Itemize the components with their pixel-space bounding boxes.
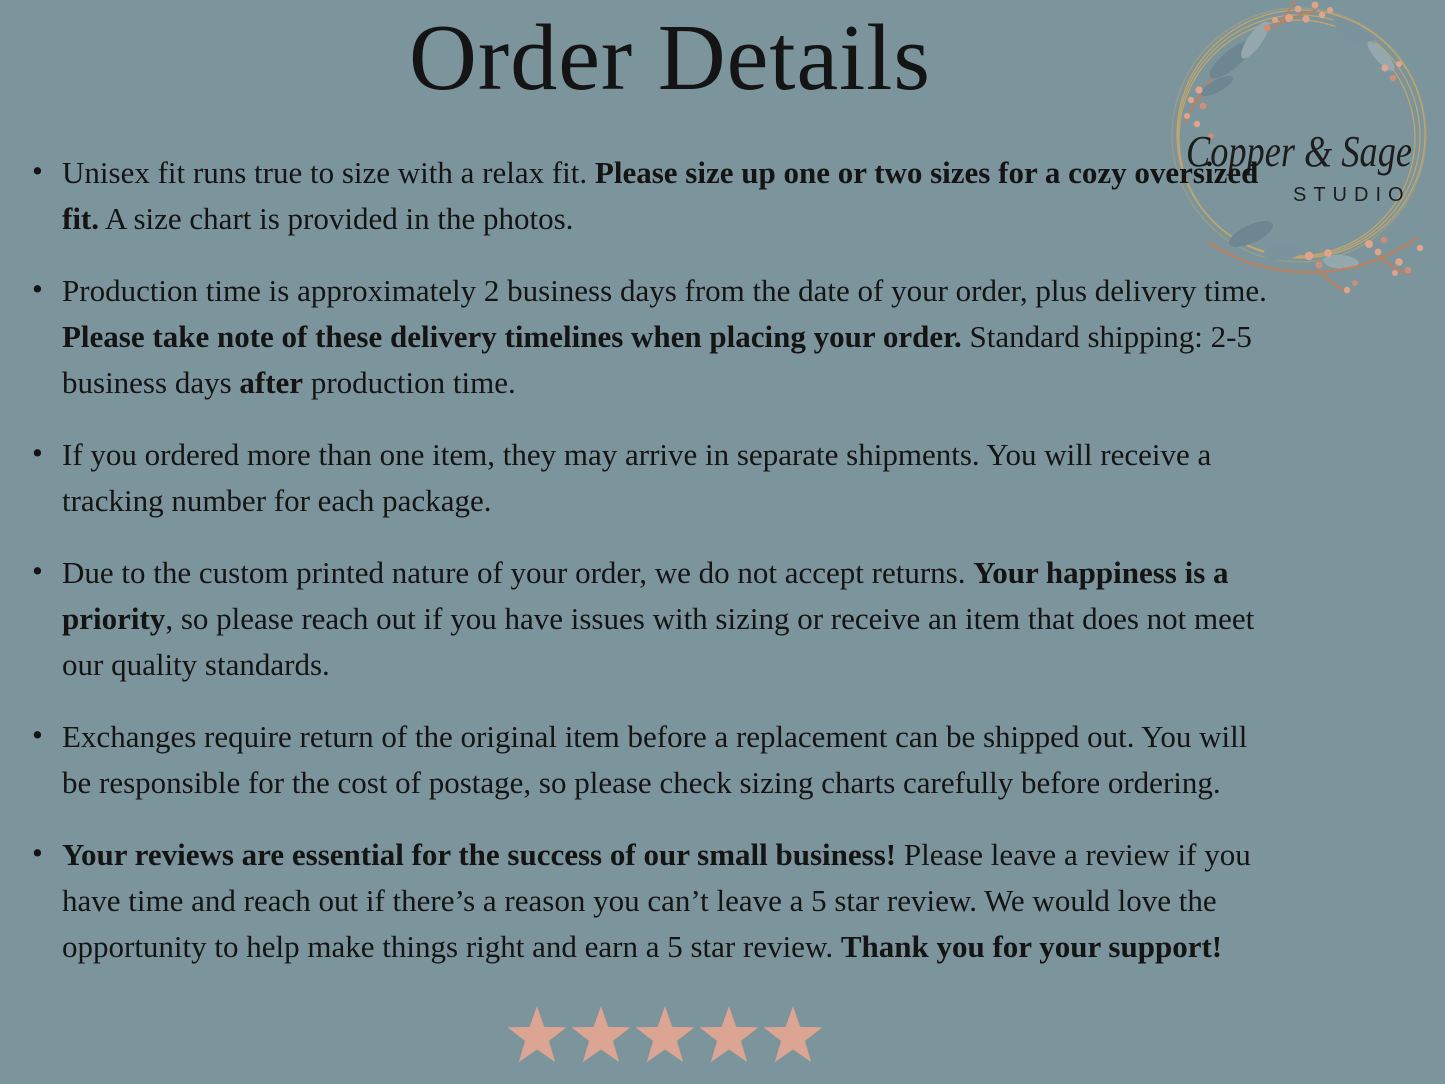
order-detail-item — [30, 550, 1280, 688]
order-detail-item — [30, 268, 1280, 406]
order-detail-item — [30, 432, 1280, 524]
bullet-text: Standard shipping: 2-5 business days — [62, 319, 1252, 400]
star-icon — [636, 1006, 695, 1062]
bullet-text-bold: Thank you for your support! — [840, 929, 1223, 964]
bullet-text-bold: Please size up one or two sizes for a cozy oversized fit. — [62, 155, 1259, 236]
bullet-marker: • — [32, 717, 43, 752]
star-rating — [505, 1005, 825, 1067]
bullet-text: production time. — [303, 365, 516, 400]
bullet-text: If you ordered more than one item, they may arrive in separate shipments. You will receive a tracking number for each package. — [62, 437, 1212, 518]
order-details-list — [30, 150, 1280, 996]
star-icon — [508, 1006, 567, 1062]
bullet-text-bold: after — [239, 365, 304, 400]
brand-name-text: Copper & Sage — [1186, 127, 1412, 176]
star-icon — [700, 1006, 759, 1062]
order-detail-item — [30, 150, 1280, 242]
page-title: Order Details — [409, 6, 931, 110]
star-icon — [572, 1006, 631, 1062]
bullet-text: , so please reach out if you have issues with sizing or receive an item that does not meet our quality standards. — [62, 601, 1255, 682]
bullet-text: Production time is approximately 2 business days from the date of your order, plus delivery time. — [62, 273, 1267, 308]
order-detail-item — [30, 832, 1280, 970]
bullet-marker: • — [32, 271, 43, 306]
order-detail-item — [30, 714, 1280, 806]
bullet-marker: • — [32, 153, 43, 188]
star-icon — [764, 1006, 823, 1062]
bullet-text-bold: Your reviews are essential for the success of our small business! — [62, 837, 897, 872]
bullet-text: Due to the custom printed nature of your order, we do not accept returns. — [62, 555, 974, 590]
bullet-text: Exchanges require return of the original item before a replacement can be shipped out. You will be responsible for the cost of postage, so please check sizing charts carefully before ordering. — [62, 719, 1248, 800]
bullet-marker: • — [32, 435, 43, 470]
bullet-text-bold: Your happiness is a priority — [62, 555, 1229, 636]
bullet-marker: • — [32, 835, 43, 870]
bullet-text: A size chart is provided in the photos. — [99, 201, 574, 236]
brand-subtitle-text: STUDIO — [1293, 184, 1411, 206]
bullet-marker: • — [32, 553, 43, 588]
bullet-text: Unisex fit runs true to size with a relax fit. — [62, 155, 595, 190]
bullet-text: Please leave a review if you have time and reach out if there’s a reason you can’t leave a 5 star review. We would love the opportunity to help make things right and earn a 5 star review. — [62, 837, 1251, 964]
bullet-text-bold: Please take note of these delivery timelines when placing your order. — [62, 319, 962, 354]
